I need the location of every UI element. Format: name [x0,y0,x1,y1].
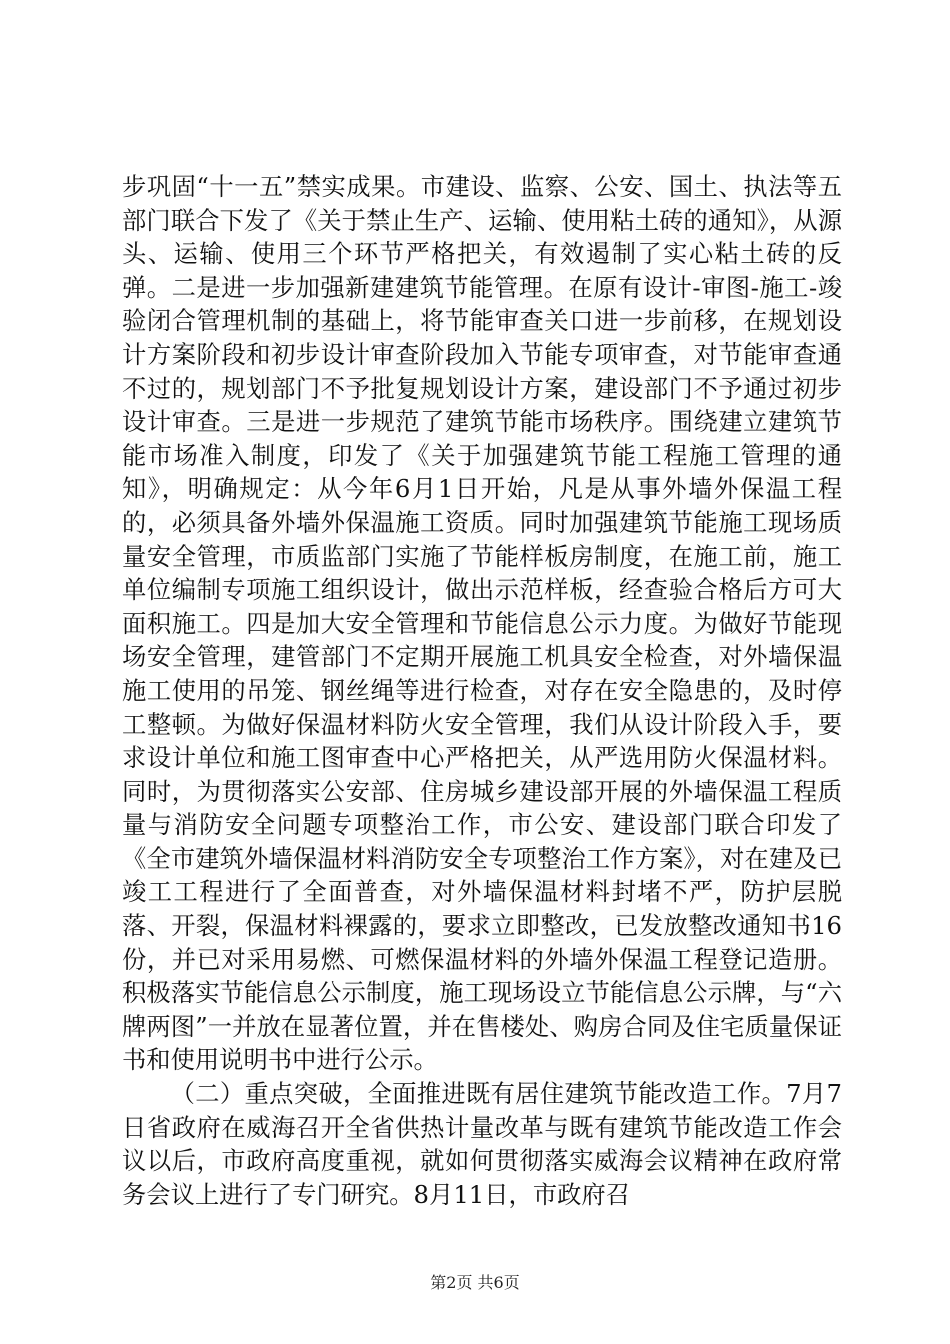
paragraph-2: （二）重点突破，全面推进既有居住建筑节能改造工作。7月7日省政府在威海召开全省供热计量改革与既有建筑节能改造工作会议以后，市政府高度重视，就如何贯彻落实威海会议精神在政府常务会议上进行了专门研究。8月11日，市政府召 [122,1079,842,1209]
page-footer: 第2页 共6页 [430,1273,520,1292]
paragraph-1: 步巩固“十一五”禁实成果。市建设、监察、公安、国土、执法等五部门联合下发了《关于禁止生产、运输、使用粘土砖的通知》，从源头、运输、使用三个环节严格把关，有效遏制了实心粘土砖的反弹。二是进一步加强新建建筑节能管理。在原有设计-审图-施工-竣验闭合管理机制的基础上，将节能审查关口进一步前移，在规划设计方案阶段和初步设计审查阶段加入节能专项审查，对节能审查通不过的，规划部门不予批复规划设计方案，建设部门不予通过初步设计审查。三是进一步规范了建筑节能市场秩序。围绕建立建筑节能市场准入制度，印发了《关于加强建筑节能工程施工管理的通知》，明确规定：从今年6月1日开始，凡是从事外墙外保温工程的，必须具备外墙外保温施工资质。同时加强建筑节能施工现场质量安全管理，市质监部门实施了节能样板房制度，在施工前，施工单位编制专项施工组织设计，做出示范样板，经查验合格后方可大面积施工。四是加大安全管理和节能信息公示力度。为做好节能现场安全管理，建管部门不定期开展施工机具安全检查，对外墙保温施工使用的吊笼、钢丝绳等进行检查，对存在安全隐患的，及时停工整顿。为做好保温材料防火安全管理，我们从设计阶段入手，要求设计单位和施工图审查中心严格把关，从严选用防火保温材料。同时，为贯彻落实公安部、住房城乡建设部开展的外墙保温工程质量与消防安全问题专项整治工作，市公安、建设部门联合印发了《全市建筑外墙保温材料消防安全专项整治工作方案》，对在建及已竣工工程进行了全面普查，对外墙保温材料封堵不严，防护层脱落、开裂，保温材料裸露的，要求立即整改，已发放整改通知书16份，并已对采用易燃、可燃保温材料的外墙外保温工程登记造册。积极落实节能信息公示制度，施工现场设立节能信息公示牌，与“六牌两图”一并放在显著位置，并在售楼处、购房合同及住宅质量保证书和使用说明书中进行公示。 [122,172,842,1075]
body-text [122,170,842,1211]
